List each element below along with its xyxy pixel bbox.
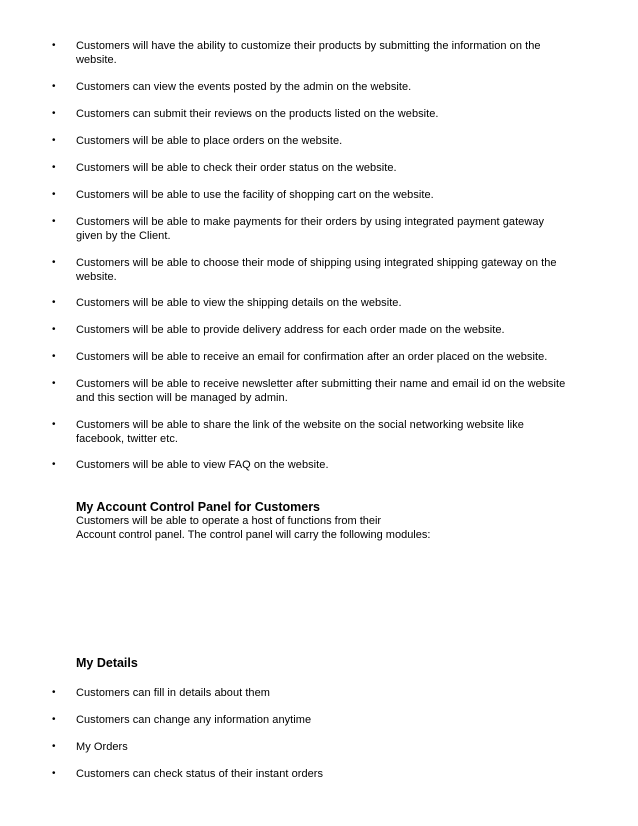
list-item — [52, 39, 572, 67]
list-item-text: Customers will be able to use the facility of shopping cart on the website. — [76, 189, 434, 201]
section-heading-my-details: My Details — [76, 656, 138, 670]
list-item-text: Customers will be able to view FAQ on the website. — [76, 459, 329, 471]
list-item-text: My Orders — [76, 741, 128, 753]
list-item — [52, 418, 572, 446]
bullet-icon: • — [52, 687, 56, 698]
list-item — [52, 256, 572, 284]
bullet-icon: • — [52, 297, 56, 308]
section-paragraph-line: Account control panel. The control panel will carry the following modules: — [76, 529, 431, 541]
list-item — [52, 458, 572, 472]
list-item-text: Customers will be able to share the link of the website on the social networking website like facebook, twitter etc. — [76, 419, 524, 445]
list-item — [52, 296, 572, 310]
list-item — [52, 377, 572, 405]
list-item-text: Customers can view the events posted by the admin on the website. — [76, 81, 412, 93]
list-item — [52, 161, 572, 175]
list-item — [52, 323, 572, 337]
section-paragraph-line: Customers will be able to operate a host of functions from their — [76, 515, 382, 527]
bullet-icon: • — [52, 459, 56, 470]
bullet-icon: • — [52, 135, 56, 146]
bullet-icon: • — [52, 108, 56, 119]
bullet-icon: • — [52, 419, 56, 430]
list-item-text: Customers can check status of their instant orders — [76, 768, 324, 780]
list-item — [52, 80, 572, 94]
list-item — [52, 134, 572, 148]
bullet-icon: • — [52, 81, 56, 92]
list-item-text: Customers can change any information anytime — [76, 714, 312, 726]
list-item-text: Customers will be able to provide delivery address for each order made on the website. — [76, 324, 505, 336]
list-item-text: Customers will be able to place orders on the website. — [76, 135, 343, 147]
bullet-icon: • — [52, 768, 56, 779]
list-item — [52, 215, 572, 243]
list-item — [52, 740, 572, 754]
bullet-icon: • — [52, 351, 56, 362]
list-item-text: Customers will be able to receive an email for confirmation after an order placed on the website. — [76, 351, 548, 363]
list-item — [52, 713, 572, 727]
list-item-text: Customers can fill in details about them — [76, 687, 270, 699]
list-item — [52, 686, 572, 700]
bullet-icon: • — [52, 741, 56, 752]
list-item-text: Customers will be able to view the shipping details on the website. — [76, 297, 402, 309]
list-item-text: Customers will be able to receive newsletter after submitting their name and email id on the website and this section will be managed by admin. — [76, 378, 566, 404]
bullet-icon: • — [52, 40, 56, 51]
list-item — [52, 188, 572, 202]
bullet-icon: • — [52, 162, 56, 173]
bullet-icon: • — [52, 257, 56, 268]
bullet-icon: • — [52, 378, 56, 389]
bullet-icon: • — [52, 216, 56, 227]
list-item-text: Customers will be able to check their order status on the website. — [76, 162, 397, 174]
list-item — [52, 107, 572, 121]
bullet-icon: • — [52, 714, 56, 725]
bullet-icon: • — [52, 189, 56, 200]
list-item-text: Customers can submit their reviews on the products listed on the website. — [76, 108, 439, 120]
bullet-icon: • — [52, 324, 56, 335]
list-item-text: Customers will be able to choose their mode of shipping using integrated shipping gateway on the website. — [76, 257, 557, 283]
section-heading-account-control-panel: My Account Control Panel for Customers — [76, 500, 321, 514]
list-item — [52, 350, 572, 364]
list-item — [52, 767, 572, 781]
list-item-text: Customers will have the ability to customize their products by submitting the information on the website. — [76, 40, 541, 66]
list-item-text: Customers will be able to make payments for their orders by using integrated payment gateway given by the Client. — [76, 216, 545, 242]
